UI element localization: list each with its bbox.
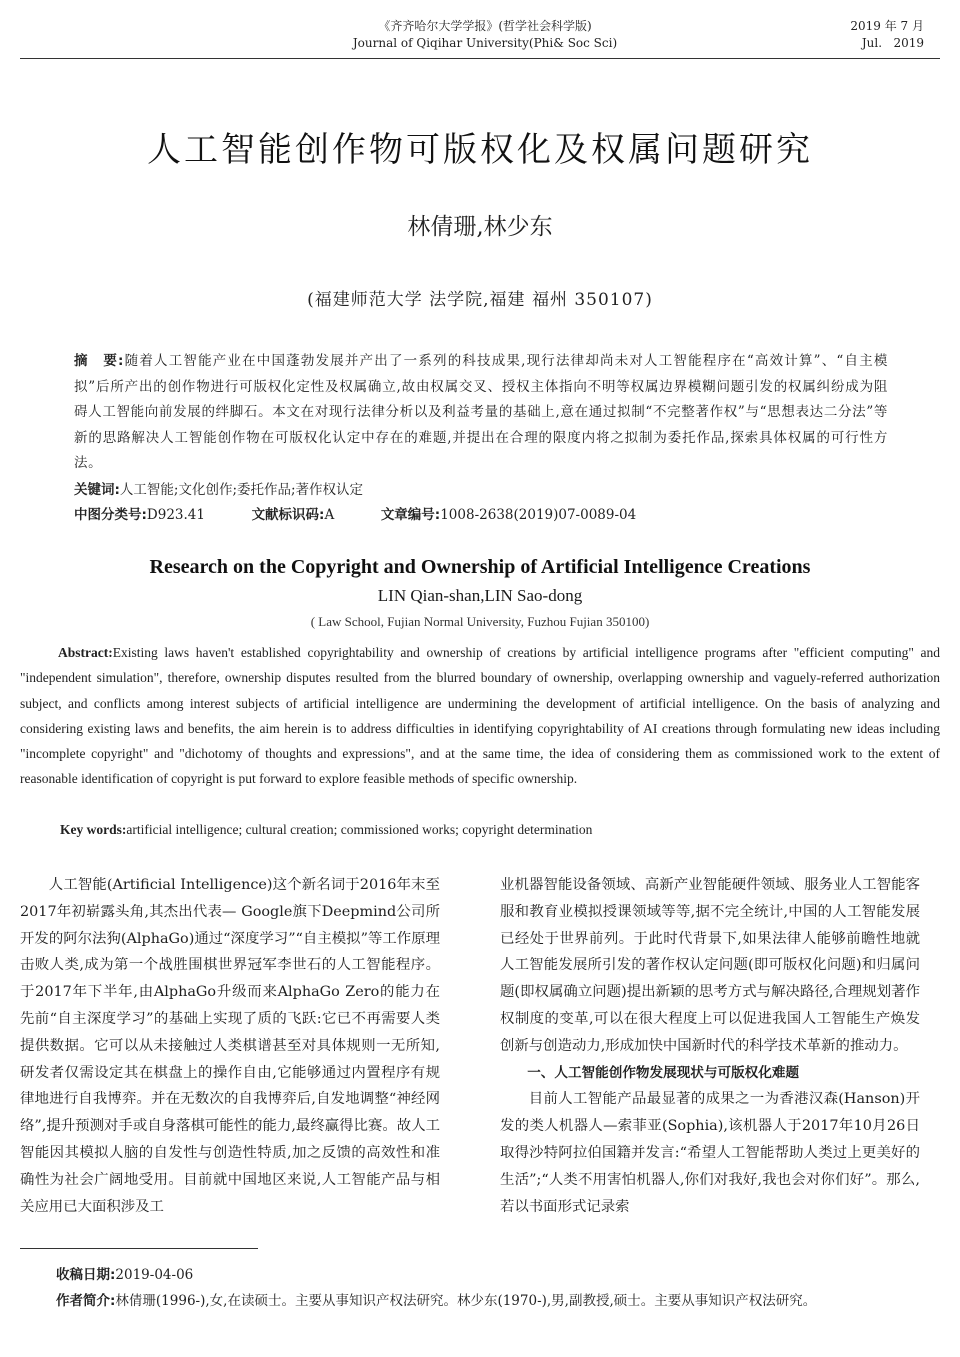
- abstract-en-label: Abstract:: [58, 645, 113, 660]
- author-bio-label: 作者简介:: [56, 1293, 116, 1309]
- paper-authors: 林倩珊,林少东: [407, 214, 553, 240]
- paper-title-en: Research on the Copyright and Ownership of Artificial Intelligence Creations: [149, 556, 811, 578]
- abstract-en-text: Existing laws haven't established copyrightability and ownership of creations by artificial intelligence programs after "efficient computing" and "independent simulation", therefore, ownership disputes resulted from the blurred boundary of ownership, overlapping ownership and vaguely-referred authorization subject, and conflicts among interest subjects of artificial intelligence are undermining the development of artificial intelligence. On the basis of analyzing and considering existing laws and benefits, the aim herein is to address difficulties in identifying copyrightability of AI creations through formulating new ideas including "incomplete copyright" and "dichotomy of thoughts and expressions", and at the same time, the idea of considering them as commissioned work to the extent of reasonable identification of copyright is put forward to explore feasible methods of specific ownership.: [20, 645, 940, 787]
- keywords-cn-label: 关键词:: [74, 482, 120, 498]
- keywords-en: [60, 822, 592, 838]
- footnote: [20, 1262, 940, 1314]
- paper-affiliation: (福建师范大学 法学院,福建 福州 350107): [307, 290, 653, 310]
- journal-name-cn: 《齐齐哈尔大学学报》(哲学社会科学版): [378, 19, 592, 33]
- journal-name-en: Journal of Qiqihar University(Phi& Soc Sci): [352, 36, 618, 50]
- paper-affiliation-en: ( Law School, Fujian Normal University, Fuzhou Fujian 350100): [310, 614, 650, 629]
- article-no-value: 1008-2638(2019)07-0089-04: [440, 507, 637, 523]
- body-paragraph: 业机器智能设备领域、高新产业智能硬件领域、服务业人工智能客服和教育业模拟授课领域等等,据不完全统计,中国的人工智能发展已经处于世界前列。于此时代背景下,如果法律人能够前瞻性地就人工智能发展所引发的著作权认定问题(即可版权化问题)和归属问题(即权属确立问题)提出新颖的思考方式与解决路径,合理规划著作权制度的变革,可以在很大程度上可以促进我国人工智能生产焕发创新与创造动力,形成加快中国新时代的科学技术革新的推动力。: [500, 877, 920, 1054]
- issue-date-cn: 2019 年 7 月: [850, 19, 924, 33]
- clc-label: 中图分类号:: [74, 507, 147, 523]
- received-date: [20, 1262, 940, 1288]
- doc-code-value: A: [324, 507, 335, 523]
- abstract-cn: [74, 349, 888, 477]
- body-paragraph: 目前人工智能产品最显著的成果之一为香港汉森(Hanson)开发的类人机器人—索菲亚(Sophia),该机器人于2017年10月26日取得沙特阿拉伯国籍并发言:“希望人工智能帮助人类过上更美好的生活”;“人类不用害怕机器人,你们对我好,我也会对你们好”。那么,若以书面形式记录索: [500, 1091, 920, 1215]
- header-rule: [20, 58, 940, 59]
- journal-header: [250, 18, 720, 52]
- body-paragraph: 人工智能(Artificial Intelligence)这个新名词于2016年末至2017年初崭露头角,其杰出代表— Google旗下Deepmind公司所开发的阿尔法狗(AlphaGo)通过“深度学习”“自主模拟”等工作原理击败人类,成为第一个战胜围棋世界冠军李世石的人工智能程序。于2017年下半年,由AlphaGo升级而来AlphaGo Zero的能力在先前“自主深度学习”的基础上实现了质的飞跃:它已不再需要人类提供数据。它可以从未接触过人类棋谱甚至对具体规则一无所知,研发者仅需设定其在棋盘上的操作自由,它能够通过内置程序有规律地进行自我博弈。并在无数次的自我博弈后,自发地调整“神经网络”,提升预测对手或自身落棋可能性的能力,最终赢得比赛。故人工智能因其模拟人脑的自发性与创造性特质,加之反馈的高效性和准确性为社会广阔地受用。目前就中国地区来说,人工智能产品与相关应用已大面积涉及工: [20, 877, 440, 1215]
- keywords-cn: [74, 478, 363, 498]
- section-heading: 一、人工智能创作物发展现状与可版权化难题: [527, 1064, 800, 1081]
- doc-code-label: 文献标识码:: [251, 507, 325, 523]
- received-label: 收稿日期:: [56, 1267, 116, 1283]
- abstract-cn-text: 随着人工智能产业在中国蓬勃发展并产出了一系列的科技成果,现行法律却尚未对人工智能程序在“高效计算”、“自主模拟”后所产出的创作物进行可版权化定性及权属确立,故由权属交叉、授权主体指向不明等权属边界模糊问题引发的权属纠纷成为阻碍人工智能向前发展的绊脚石。本文在对现行法律分析以及利益考量的基础上,意在通过拟制“不完整著作权”与“思想表达二分法”等新的思路解决人工智能创作物在可版权化认定中存在的难题,并提出在合理的限度内将之拟制为委托作品,探索具体权属的可行性方法。: [74, 353, 888, 471]
- received-value: 2019-04-06: [115, 1267, 194, 1283]
- issue-date-en: Jul. 2019: [861, 36, 924, 50]
- keywords-en-label: Key words:: [60, 822, 127, 837]
- issue-date: [850, 18, 924, 52]
- abstract-en: [20, 640, 940, 792]
- keywords-cn-text: 人工智能;文化创作;委托作品;著作权认定: [119, 482, 364, 498]
- classification-line: [74, 503, 636, 523]
- article-no-label: 文章编号:: [380, 507, 441, 523]
- abstract-cn-label: 摘 要:: [74, 353, 125, 369]
- author-bio: [20, 1288, 940, 1314]
- clc-value: D923.41: [146, 507, 205, 523]
- author-bio-text: 林倩珊(1996-),女,在读硕士。主要从事知识产权法研究。林少东(1970-),男,副教授,硕士。主要从事知识产权法研究。: [115, 1293, 817, 1309]
- body-column-right: [500, 872, 920, 1220]
- footnote-rule: [20, 1248, 258, 1249]
- paper-authors-en: LIN Qian-shan,LIN Sao-dong: [377, 586, 583, 605]
- paper-title: 人工智能创作物可版权化及权属问题研究: [147, 130, 813, 170]
- keywords-en-text: artificial intelligence; cultural creation; commissioned works; copyright determination: [126, 822, 593, 837]
- body-column-left: [20, 872, 440, 1220]
